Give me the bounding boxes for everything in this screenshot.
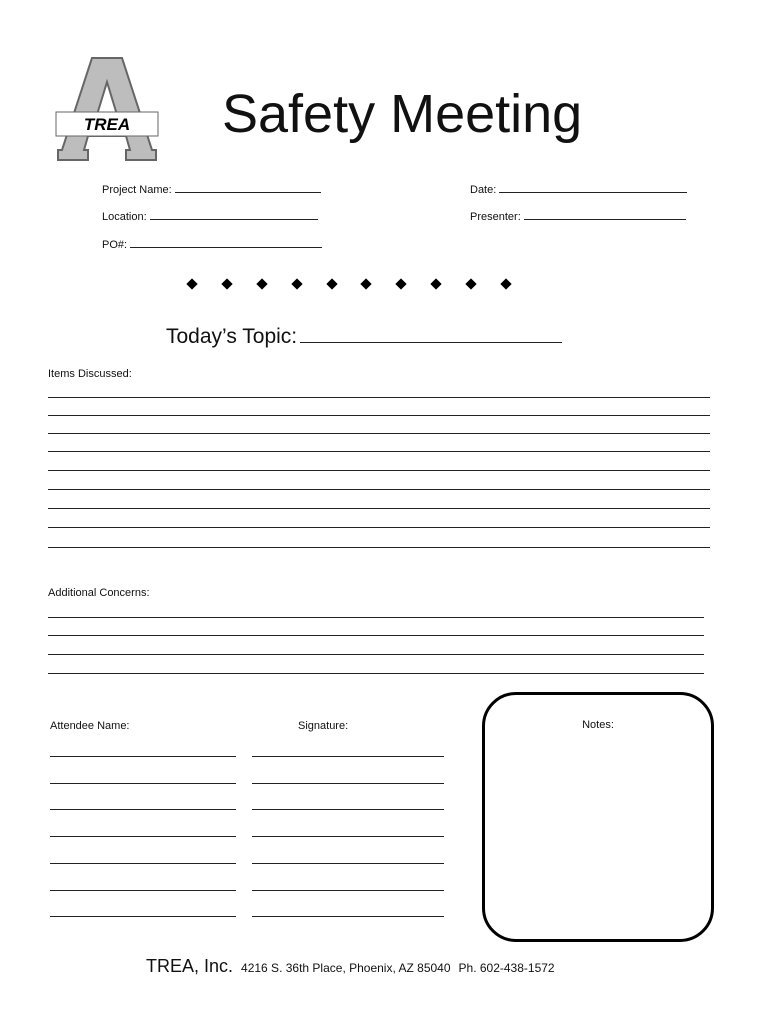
writing-line[interactable] (48, 451, 710, 452)
footer (146, 956, 555, 977)
topic-line[interactable] (300, 324, 562, 343)
diamond-icon (256, 278, 267, 289)
footer-company: TREA, Inc. (146, 956, 234, 976)
attendee-name-line[interactable] (50, 783, 236, 784)
location-field[interactable] (102, 208, 318, 224)
project-name-field[interactable] (102, 181, 321, 197)
logo-text: TREA (83, 115, 131, 134)
writing-line[interactable] (48, 433, 710, 434)
diamond-icon (186, 278, 197, 289)
date-label: Date: (470, 184, 497, 196)
signature-line[interactable] (252, 809, 444, 810)
diamond-icon (396, 278, 407, 289)
diamond-icon (430, 278, 441, 289)
signature-label: Signature: (298, 720, 349, 732)
writing-line[interactable] (48, 470, 710, 471)
diamond-icon (500, 278, 511, 289)
diamond-icon (465, 278, 476, 289)
po-label: PO#: (102, 239, 128, 251)
diamond-icon (221, 278, 232, 289)
attendee-name-line[interactable] (50, 809, 236, 810)
page-title: Safety Meeting (222, 84, 583, 144)
writing-line[interactable] (48, 527, 710, 528)
writing-line[interactable] (48, 508, 710, 509)
company-logo (52, 54, 162, 164)
project-name-line[interactable] (175, 181, 321, 193)
date-field[interactable] (470, 181, 687, 197)
writing-line[interactable] (48, 673, 704, 674)
attendee-name-line[interactable] (50, 756, 236, 757)
topic-label: Today’s Topic: (166, 325, 298, 348)
signature-line[interactable] (252, 916, 444, 917)
location-line[interactable] (150, 208, 318, 220)
project-name-label: Project Name: (102, 184, 172, 196)
writing-line[interactable] (48, 489, 710, 490)
location-label: Location: (102, 211, 147, 223)
diamond-icon (291, 278, 302, 289)
attendee-name-line[interactable] (50, 890, 236, 891)
writing-line[interactable] (48, 547, 710, 548)
po-line[interactable] (130, 236, 322, 248)
attendee-name-line[interactable] (50, 863, 236, 864)
notes-box[interactable] (482, 692, 714, 942)
signature-line[interactable] (252, 863, 444, 864)
writing-line[interactable] (48, 635, 704, 636)
items-discussed-label: Items Discussed: (48, 368, 132, 380)
diamond-divider (188, 280, 510, 288)
footer-phone: Ph. 602-438-1572 (458, 961, 555, 975)
presenter-field[interactable] (470, 208, 686, 224)
presenter-label: Presenter: (470, 211, 521, 223)
date-line[interactable] (499, 181, 687, 193)
writing-line[interactable] (48, 397, 710, 398)
po-field[interactable] (102, 236, 322, 252)
attendee-name-line[interactable] (50, 916, 236, 917)
signature-line[interactable] (252, 783, 444, 784)
attendee-name-line[interactable] (50, 836, 236, 837)
attendee-name-label: Attendee Name: (50, 720, 130, 732)
writing-line[interactable] (48, 654, 704, 655)
diamond-icon (326, 278, 337, 289)
diamond-icon (361, 278, 372, 289)
topic-field[interactable] (166, 324, 562, 349)
writing-line[interactable] (48, 415, 710, 416)
presenter-line[interactable] (524, 208, 686, 220)
writing-line[interactable] (48, 617, 704, 618)
signature-line[interactable] (252, 890, 444, 891)
notes-label: Notes: (582, 719, 614, 731)
signature-line[interactable] (252, 756, 444, 757)
additional-concerns-label: Additional Concerns: (48, 587, 150, 599)
footer-address: 4216 S. 36th Place, Phoenix, AZ 85040 (241, 961, 451, 975)
signature-line[interactable] (252, 836, 444, 837)
